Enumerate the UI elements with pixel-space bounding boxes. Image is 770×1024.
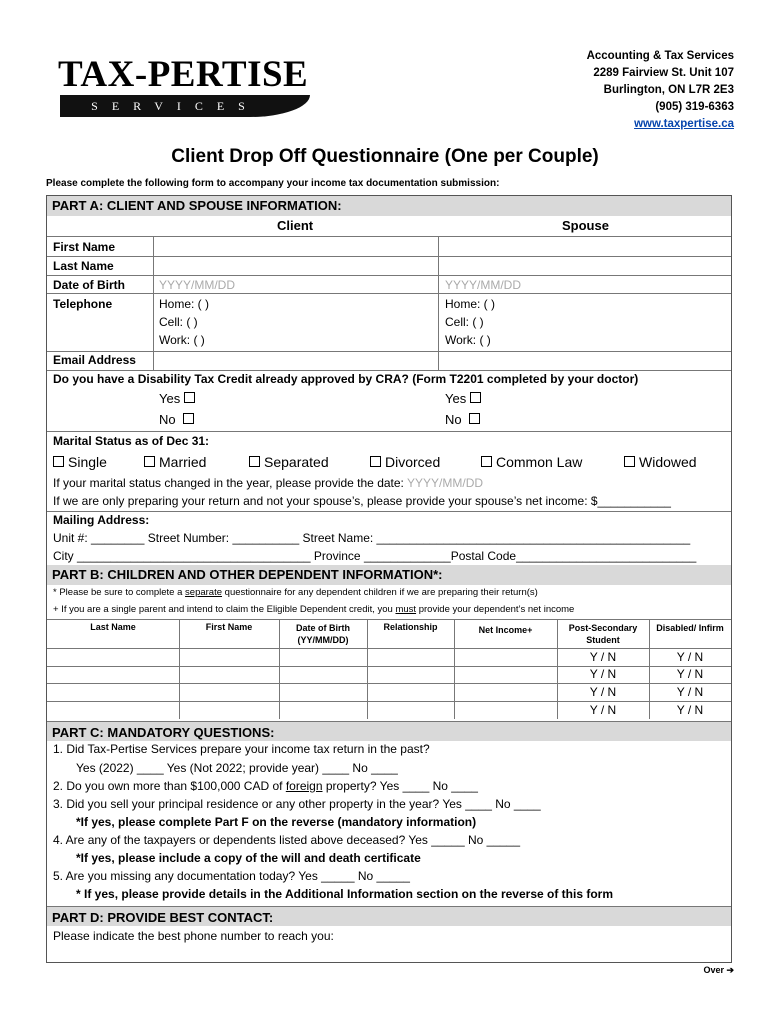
- spouse-work-phone-field[interactable]: Work: ( ): [445, 333, 491, 347]
- part-c-header: PART C: MANDATORY QUESTIONS:: [47, 721, 731, 741]
- spouse-email-field[interactable]: [440, 352, 730, 369]
- question-1-answers[interactable]: Yes (2022) ____ Yes (Not 2022; provide year) ____ No ____: [76, 761, 398, 775]
- col-net-income: Net Income+: [478, 625, 533, 635]
- client-dtc-no[interactable]: No: [159, 412, 198, 427]
- marital-status-label: Marital Status as of Dec 31:: [53, 434, 210, 448]
- col-last-name: Last Name: [90, 622, 136, 632]
- website-link[interactable]: www.taxpertise.ca: [634, 118, 734, 130]
- first-name-label: First Name: [53, 240, 116, 254]
- client-last-name-field[interactable]: [155, 257, 437, 274]
- dob-label: Date of Birth: [53, 278, 125, 292]
- logo-text: TAX-PERTISE: [58, 54, 309, 95]
- col-first-name: First Name: [205, 622, 253, 632]
- over-page-indicator: Over ➔: [703, 965, 734, 975]
- marital-changed-text: If your marital status changed in the year, please provide the date: YYYY/MM/DD: [53, 476, 484, 490]
- client-email-field[interactable]: [155, 352, 437, 369]
- client-first-name-field[interactable]: [155, 238, 437, 255]
- checkbox-icon[interactable]: [469, 413, 480, 424]
- checkbox-icon[interactable]: [183, 413, 194, 424]
- best-contact-field[interactable]: [53, 944, 723, 960]
- email-label: Email Address: [53, 353, 136, 367]
- dtc-question: Do you have a Disability Tax Credit already approved by CRA? (Form T2201 completed by your doctor): [53, 372, 639, 386]
- address-line-2: 2289 Fairview St. Unit 107: [593, 67, 734, 79]
- spouse-last-name-field[interactable]: [440, 257, 730, 274]
- question-5[interactable]: 5. Are you missing any documentation today? Yes _____ No _____: [53, 869, 410, 883]
- checkbox-icon[interactable]: [370, 456, 381, 467]
- part-b-note-1: * Please be sure to complete a separate questionnaire for any dependent children if we are preparing their return(s): [53, 587, 538, 598]
- row-1-disabled-yn[interactable]: Y / N: [676, 650, 704, 664]
- checkbox-icon[interactable]: [624, 456, 635, 467]
- part-a-header: PART A: CLIENT AND SPOUSE INFORMATION:: [47, 196, 731, 216]
- checkbox-icon[interactable]: [481, 456, 492, 467]
- checkbox-icon[interactable]: [470, 392, 481, 403]
- question-1: 1. Did Tax-Pertise Services prepare your income tax return in the past?: [53, 742, 430, 756]
- marital-separated[interactable]: Separated: [249, 454, 329, 470]
- row-3-student-yn[interactable]: Y / N: [589, 685, 617, 699]
- client-cell-phone-field[interactable]: Cell: ( ): [159, 315, 198, 329]
- marital-widowed[interactable]: Widowed: [624, 454, 697, 470]
- marital-common-law[interactable]: Common Law: [481, 454, 582, 470]
- last-name-label: Last Name: [53, 259, 114, 273]
- client-column-header: Client: [277, 218, 314, 233]
- mailing-address-line-1[interactable]: Unit #: ________ Street Number: __________ Street Name: _______________________________________________: [53, 531, 691, 545]
- question-4[interactable]: 4. Are any of the taxpayers or dependents listed above deceased? Yes _____ No _____: [53, 833, 521, 847]
- row-3-disabled-yn[interactable]: Y / N: [676, 685, 704, 699]
- address-line-3: Burlington, ON L7R 2E3: [603, 84, 734, 96]
- page-title: Client Drop Off Questionnaire (One per Couple): [171, 146, 599, 167]
- mailing-address-label: Mailing Address:: [53, 513, 150, 527]
- row-2-student-yn[interactable]: Y / N: [589, 667, 617, 681]
- form-frame: [46, 195, 732, 963]
- client-dtc-yes[interactable]: Yes: [159, 391, 199, 406]
- address-phone: (905) 319-6363: [655, 101, 734, 113]
- company-address: [587, 48, 734, 133]
- question-5-note: * If yes, please provide details in the Additional Information section on the reverse of this form: [76, 887, 613, 901]
- question-3-note: *If yes, please complete Part F on the reverse (mandatory information): [76, 815, 477, 829]
- address-line-1: Accounting & Tax Services: [586, 50, 734, 62]
- checkbox-icon[interactable]: [144, 456, 155, 467]
- spouse-net-income-text[interactable]: If we are only preparing your return and not your spouse’s, please provide your spouse’s net income: $___________: [53, 494, 671, 508]
- logo-banner: [60, 95, 310, 117]
- best-contact-text: Please indicate the best phone number to reach you:: [53, 929, 334, 943]
- part-b-header: PART B: CHILDREN AND OTHER DEPENDENT INFORMATION*:: [47, 565, 731, 585]
- dependents-table: [47, 619, 731, 719]
- spouse-dtc-no[interactable]: No: [445, 412, 484, 427]
- spouse-cell-phone-field[interactable]: Cell: ( ): [445, 315, 484, 329]
- question-2[interactable]: 2. Do you own more than $100,000 CAD of foreign property? Yes ____ No ____: [53, 779, 478, 793]
- row-2-disabled-yn[interactable]: Y / N: [676, 667, 704, 681]
- intro-text: Please complete the following form to accompany your income tax documentation submission:: [46, 178, 500, 189]
- question-3[interactable]: 3. Did you sell your principal residence or any other property in the year? Yes ____ No ____: [53, 797, 541, 811]
- spouse-dob-field[interactable]: YYYY/MM/DD: [445, 278, 522, 292]
- col-dob: Date of Birth (YY/MM/DD): [296, 623, 350, 645]
- telephone-label: Telephone: [53, 297, 113, 311]
- col-disabled: Disabled/ Infirm: [656, 623, 724, 633]
- col-relationship: Relationship: [383, 622, 438, 632]
- logo-subtitle: SERVICES: [91, 99, 259, 113]
- client-dob-field[interactable]: YYYY/MM/DD: [159, 278, 236, 292]
- part-b-note-2: + If you are a single parent and intend to claim the Eligible Dependent credit, you must provide your dependent’s net income: [53, 604, 575, 615]
- row-4-disabled-yn[interactable]: Y / N: [676, 703, 704, 717]
- spouse-dtc-yes[interactable]: Yes: [445, 391, 485, 406]
- checkbox-icon[interactable]: [184, 392, 195, 403]
- row-4-student-yn[interactable]: Y / N: [589, 703, 617, 717]
- marital-married[interactable]: Married: [144, 454, 206, 470]
- company-logo: [54, 55, 314, 121]
- client-home-phone-field[interactable]: Home: ( ): [159, 297, 210, 311]
- spouse-column-header: Spouse: [562, 218, 609, 233]
- marital-changed-date-field[interactable]: YYYY/MM/DD: [407, 476, 484, 490]
- row-1-student-yn[interactable]: Y / N: [589, 650, 617, 664]
- marital-single[interactable]: Single: [53, 454, 107, 470]
- col-post-secondary: Post-Secondary Student: [568, 623, 638, 645]
- mailing-address-line-2[interactable]: City ___________________________________ Province _____________Postal Code___________________________: [53, 549, 697, 563]
- part-d-header: PART D: PROVIDE BEST CONTACT:: [47, 906, 731, 926]
- checkbox-icon[interactable]: [53, 456, 64, 467]
- marital-divorced[interactable]: Divorced: [370, 454, 440, 470]
- client-work-phone-field[interactable]: Work: ( ): [159, 333, 205, 347]
- spouse-first-name-field[interactable]: [440, 238, 730, 255]
- question-4-note: *If yes, please include a copy of the will and death certificate: [76, 851, 421, 865]
- spouse-home-phone-field[interactable]: Home: ( ): [445, 297, 496, 311]
- checkbox-icon[interactable]: [249, 456, 260, 467]
